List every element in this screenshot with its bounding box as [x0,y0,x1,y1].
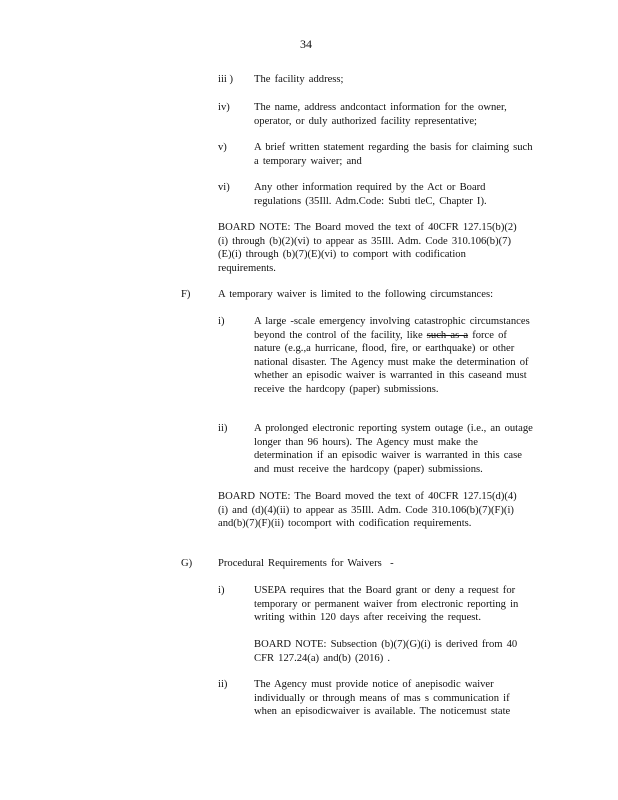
section-f-label: F) [181,289,191,300]
item-vi-label: vi) [218,182,230,193]
item-f-i-label: i) [218,316,225,327]
board-note-f: BOARD NOTE: The Board moved the text of 40CFR 127.15(d)(4)(i) and (d)(4)(ii) to appear as 35Ill. Adm. Code 310.106(b)(7)(F)(i) and(b)(7)(F)(ii) tocomport with codification requirements. [218,491,517,530]
item-v-text: A brief written statement regarding the basis for claiming such a temporary waiver; and [254,142,533,167]
item-g-ii-label: ii) [218,679,228,690]
item-vi-text: Any other information required by the Act or Board regulations (35Ill. Adm.Code: Subti tleC, Chapter I). [254,182,487,207]
item-iv-text: The name, address andcontact information for the owner, operator, or duly authorized facility representative; [254,102,507,127]
item-f-i-text-after: force of nature (e.g.,a hurricane, flood, fire, or earthquake) or other national disaster. The Agency must make the determination of whether an episodic waiver is warranted in this caseand must receive the hardcopy (paper) submissions. [254,329,529,395]
item-v-label: v) [218,142,227,153]
page-number: 34 [300,37,312,51]
section-f-heading: A temporary waiver is limited to the following circumstances: [218,289,494,300]
item-g-ii-text: The Agency must provide notice of anepisodic waiver individually or through means of mas s communication if when an episodicwaiver is available. The noticemust state [254,679,511,718]
item-f-i-text-before: A large -scale emergency involving catastrophic circumstances beyond the control of the facility, like [254,316,530,341]
section-g-label: G) [181,558,193,569]
board-note-g: BOARD NOTE: Subsection (b)(7)(G)(i) is derived from 40 CFR 127.24(a) and(b) (2016) . [254,639,518,664]
item-iii-text: The facility address; [254,74,344,85]
item-f-i-text [254,315,536,397]
item-iv-label: iv) [218,102,230,113]
section-g-heading [218,557,538,571]
item-f-ii-text: A prolonged electronic reporting system outage (i.e., an outage longer than 96 hours). The Agency must make the determination if an episodic waiver is warranted in this case and must receive the hardcopy (paper) submissions. [254,423,533,475]
item-g-i-label: i) [218,585,225,596]
section-g-heading-text: Procedural Requirements for Waivers [218,558,382,569]
struck-text: such as a [426,329,469,341]
board-note-e: BOARD NOTE: The Board moved the text of 40CFR 127.15(b)(2)(i) through (b)(2)(vi) to appear as 35Ill. Adm. Code 310.106(b)(7)(E)(i) through (b)(7)(E)(vi) to comport with codification requirements. [218,222,517,274]
item-f-ii-label: ii) [218,423,228,434]
item-iii-label: iii ) [218,74,234,85]
section-g-dash: - [390,558,394,569]
item-g-i-text: USEPA requires that the Board grant or deny a request for temporary or permanent waiver from electronic reporting in writing within 120 days after receiving the request. [254,585,519,624]
